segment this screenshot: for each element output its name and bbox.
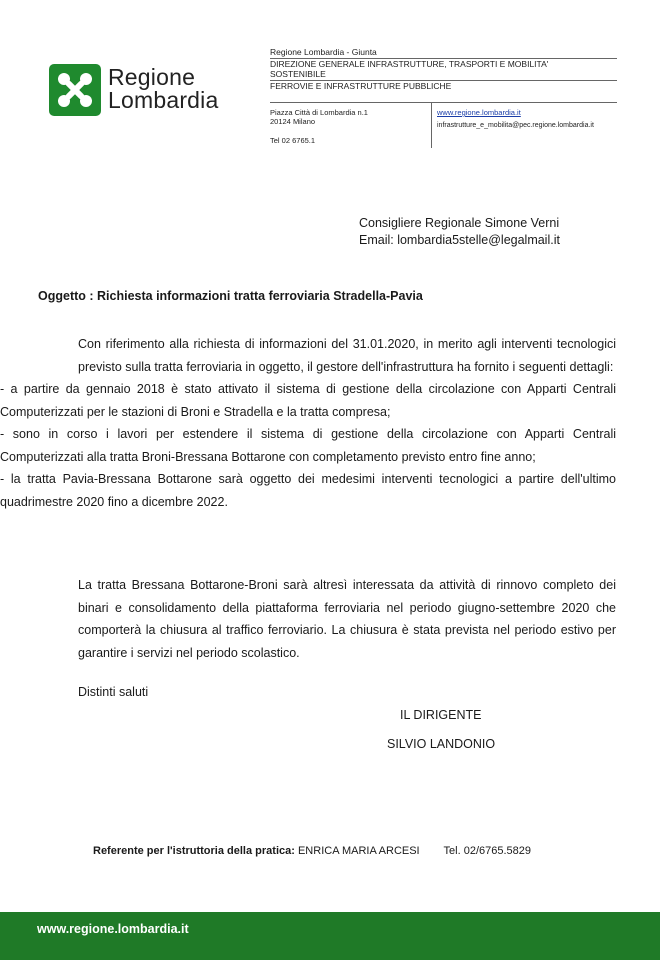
letter-subject: Oggetto : Richiesta informazioni tratta ferroviaria Stradella-Pavia	[38, 289, 423, 303]
header-tel: Tel 02 6765.1	[270, 136, 316, 145]
header-address-line-2: 20124 Milano	[270, 117, 316, 126]
logo-line-2: Lombardia	[108, 87, 219, 113]
referente-label: Referente per l'istruttoria della pratica:	[93, 845, 295, 857]
footer-bar	[0, 912, 660, 960]
regione-lombardia-logo	[49, 64, 229, 116]
header-direction-line-1: DIREZIONE GENERALE INFRASTRUTTURE, TRASPORTI E MOBILITA'	[270, 59, 549, 69]
body-item-1: - a partire da gennaio 2018 è stato attivato il sistema di gestione della circolazione con Apparti Centrali Computerizzati per le stazioni di Broni e Stradella e la tratta compresa;	[0, 382, 616, 419]
letter-body	[0, 333, 616, 513]
header-address-line-1: Piazza Città di Lombardia n.1	[270, 108, 368, 117]
header-unit: FERROVIE E INFRASTRUTTURE PUBBLICHE	[270, 81, 452, 91]
referente-line	[93, 845, 531, 857]
header-vertical-divider	[431, 102, 432, 148]
body-intro: Con riferimento alla richiesta di informazioni del 31.01.2020, in merito agli interventi tecnologici previsto sulla tratta ferroviaria in oggetto, il gestore dell'infrastruttura ha fornito i seguenti dettagli:	[78, 337, 616, 374]
footer-website-link[interactable]: www.regione.lombardia.it	[37, 922, 189, 936]
signer-name: SILVIO LANDONIO	[387, 737, 496, 751]
header-divider	[270, 102, 617, 103]
logo-line-1: Regione	[108, 64, 196, 90]
header-pec-email[interactable]: infrastrutture_e_mobilita@pec.regione.lombardia.it	[437, 122, 594, 129]
header-direction	[270, 59, 615, 79]
header-organization	[270, 47, 615, 57]
logo-wordmark	[108, 66, 218, 112]
recipient-name: Consigliere Regionale Simone Verni	[359, 216, 560, 230]
body-item-2: - sono in corso i lavori per estendere il sistema di gestione della circolazione con Apparti Centrali Computerizzati alla tratta Broni-Bressana Bottarone con completamento previsto entro fine anno;	[0, 427, 616, 464]
closing-greeting: Distinti saluti	[78, 685, 149, 699]
header-org: Regione Lombardia - Giunta	[270, 47, 377, 57]
recipient-email: Email: lombardia5stelle@legalmail.it	[359, 233, 560, 247]
body-paragraph-2: La tratta Bressana Bottarone-Broni sarà altresì interessata da attività di rinnovo completo dei binari e consolidamento della piattaforma ferroviaria nel periodo giugno-settembre 2020 che comporterà la chiusura al traffico ferroviario. La chiusura è stata prevista nel periodo estivo per garantire i servizi nel periodo scolastico.	[78, 578, 616, 660]
signer-role: IL DIRIGENTE	[400, 708, 482, 722]
recipient-block	[359, 215, 560, 249]
referente-name: ENRICA MARIA ARCESI	[297, 845, 420, 857]
body-item-3: - la tratta Pavia-Bressana Bottarone sarà oggetto dei medesimi interventi tecnologici a partire dell'ultimo quadrimestre 2020 fino a dicembre 2022.	[0, 472, 616, 509]
header-direction-line-2: SOSTENIBILE	[270, 69, 326, 79]
referente-tel: Tel. 02/6765.5829	[443, 845, 532, 857]
header-website-link[interactable]: www.regione.lombardia.it	[437, 108, 521, 117]
rosa-camuna-icon	[49, 64, 101, 116]
